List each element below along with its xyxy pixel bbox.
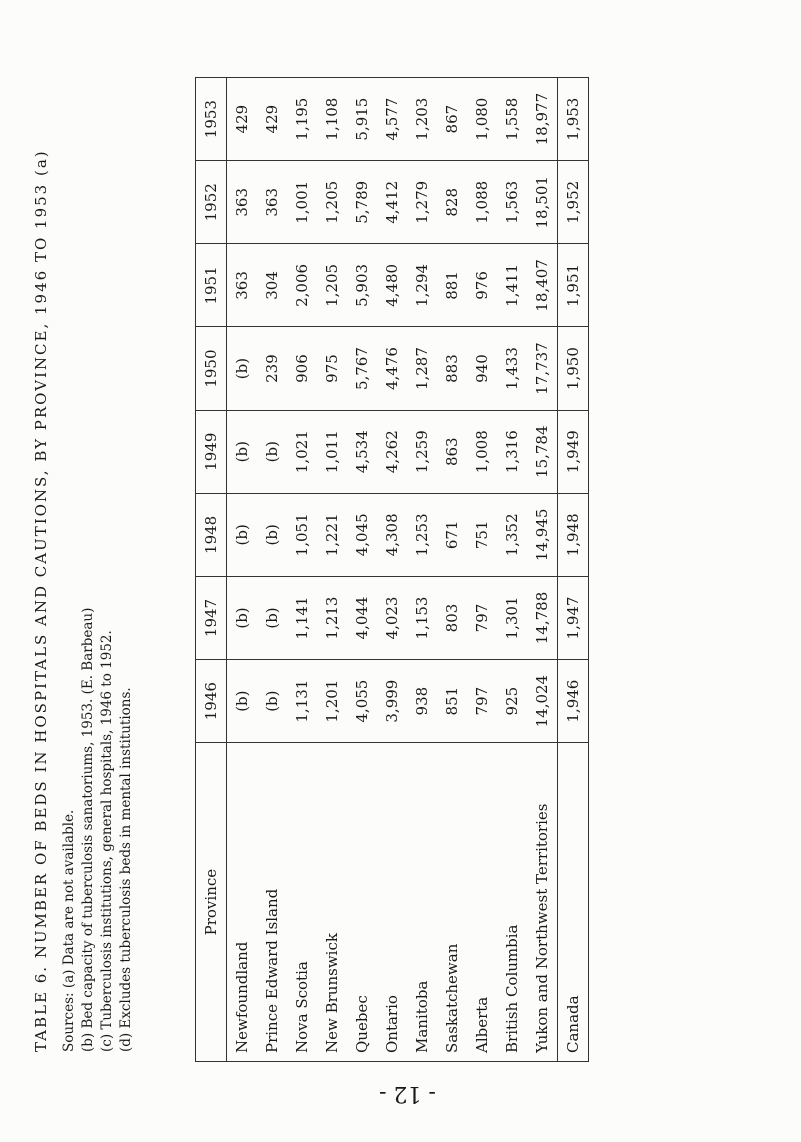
value-cell: 1,021 [287, 410, 317, 493]
value-cell: 2,006 [287, 244, 317, 327]
note-line: (b) Bed capacity of tuberculosis sanatoriums, 1953. (E. Barbeau) [80, 607, 96, 1052]
value-cell: 1,213 [317, 576, 347, 659]
value-cell: 363 [227, 161, 258, 244]
value-cell: 976 [467, 244, 497, 327]
value-cell: 881 [437, 244, 467, 327]
value-cell: 4,412 [377, 161, 407, 244]
value-cell: 863 [437, 410, 467, 493]
value-cell: 828 [437, 161, 467, 244]
value-cell: 4,045 [347, 493, 377, 576]
table-row [437, 78, 467, 1062]
province-cell: Newfoundland [227, 743, 258, 1062]
value-cell: 17,737 [527, 327, 558, 410]
value-cell: 1,279 [407, 161, 437, 244]
col-header: 1947 [196, 576, 227, 659]
value-cell: 4,476 [377, 327, 407, 410]
value-cell: 4,023 [377, 576, 407, 659]
col-header: 1948 [196, 493, 227, 576]
value-cell: 1,080 [467, 78, 497, 161]
province-cell: Yukon and Northwest Territories [527, 743, 558, 1062]
value-cell: 1,131 [287, 660, 317, 743]
table-row [257, 78, 287, 1062]
value-cell: 429 [257, 78, 287, 161]
value-cell: 4,044 [347, 576, 377, 659]
value-cell: (b) [227, 576, 258, 659]
value-cell: 4,055 [347, 660, 377, 743]
value-cell: 1,221 [317, 493, 347, 576]
value-cell: 14,024 [527, 660, 558, 743]
value-cell: 1,558 [497, 78, 527, 161]
col-header: 1946 [196, 660, 227, 743]
value-cell: 239 [257, 327, 287, 410]
value-cell: 1,563 [497, 161, 527, 244]
value-cell: 4,308 [377, 493, 407, 576]
table-row [497, 78, 527, 1062]
province-cell: Saskatchewan [437, 743, 467, 1062]
value-cell: 1,411 [497, 244, 527, 327]
value-cell: 940 [467, 327, 497, 410]
value-cell: 1,433 [497, 327, 527, 410]
province-cell: Alberta [467, 743, 497, 1062]
value-cell: 18,977 [527, 78, 558, 161]
table-row [377, 78, 407, 1062]
value-cell: 803 [437, 576, 467, 659]
value-cell: 906 [287, 327, 317, 410]
value-cell: 1,287 [407, 327, 437, 410]
value-cell: 429 [227, 78, 258, 161]
table-total-row: Canada 1,946 1,947 1,948 1,949 1,950 1,951 1,952 1,953 [558, 78, 589, 1062]
value-cell: 1,294 [407, 244, 437, 327]
value-cell: (b) [257, 493, 287, 576]
value-cell: 867 [437, 78, 467, 161]
value-cell: 14,788 [527, 576, 558, 659]
note-line: (d) Excludes tuberculosis beds in mental institutions. [118, 687, 134, 1052]
beds-table [195, 77, 589, 1062]
table-header-row [196, 78, 227, 1062]
value-cell: 1,352 [497, 493, 527, 576]
value-cell: 1,001 [287, 161, 317, 244]
value-cell: 1,203 [407, 78, 437, 161]
province-cell: Quebec [347, 743, 377, 1062]
value-cell: 4,480 [377, 244, 407, 327]
value-cell: 797 [467, 576, 497, 659]
value-cell: 5,903 [347, 244, 377, 327]
value-cell: 1,008 [467, 410, 497, 493]
col-header: Province [196, 743, 227, 1062]
table-notes [60, 92, 136, 1052]
value-cell: (b) [227, 660, 258, 743]
table-row [347, 78, 377, 1062]
value-cell: (b) [227, 493, 258, 576]
value-cell: 5,915 [347, 78, 377, 161]
col-header: 1949 [196, 410, 227, 493]
table-row [407, 78, 437, 1062]
value-cell: 797 [467, 660, 497, 743]
value-cell: 938 [407, 660, 437, 743]
table-title: TABLE 6. NUMBER OF BEDS IN HOSPITALS AND CAUTIONS, BY PROVINCE, 1946 TO 1953 (a) [32, 149, 50, 1052]
note-line: Sources: (a) Data are not available. [61, 809, 77, 1052]
value-cell: 4,534 [347, 410, 377, 493]
value-cell: 1,051 [287, 493, 317, 576]
value-cell: 1,195 [287, 78, 317, 161]
value-cell: 925 [497, 660, 527, 743]
value-cell: 5,789 [347, 161, 377, 244]
value-cell: 1,108 [317, 78, 347, 161]
province-cell: British Columbia [497, 743, 527, 1062]
value-cell: (b) [257, 576, 287, 659]
col-header: 1953 [196, 78, 227, 161]
value-cell: 1,205 [317, 161, 347, 244]
value-cell: 363 [257, 161, 287, 244]
value-cell: 15,784 [527, 410, 558, 493]
value-cell: 975 [317, 327, 347, 410]
value-cell: 751 [467, 493, 497, 576]
value-cell: 851 [437, 660, 467, 743]
value-cell: 4,262 [377, 410, 407, 493]
note-line: (c) Tuberculosis institutions, general hospitals, 1946 to 1952. [99, 630, 115, 1052]
value-cell: 1,141 [287, 576, 317, 659]
province-cell: Prince Edward Island [257, 743, 287, 1062]
value-cell: (b) [227, 327, 258, 410]
province-cell: New Brunswick [317, 743, 347, 1062]
table-row [467, 78, 497, 1062]
value-cell: 1,253 [407, 493, 437, 576]
value-cell: 18,407 [527, 244, 558, 327]
col-header: 1950 [196, 327, 227, 410]
value-cell: 3,999 [377, 660, 407, 743]
value-cell: 1,205 [317, 244, 347, 327]
value-cell: (b) [227, 410, 258, 493]
value-cell: 18,501 [527, 161, 558, 244]
value-cell: 1,259 [407, 410, 437, 493]
value-cell: 14,945 [527, 493, 558, 576]
value-cell: 363 [227, 244, 258, 327]
col-header: 1952 [196, 161, 227, 244]
value-cell: 1,011 [317, 410, 347, 493]
value-cell: 1,316 [497, 410, 527, 493]
value-cell: (b) [257, 410, 287, 493]
value-cell: 1,153 [407, 576, 437, 659]
value-cell: 671 [437, 493, 467, 576]
province-cell: Manitoba [407, 743, 437, 1062]
value-cell: 1,301 [497, 576, 527, 659]
value-cell: 1,088 [467, 161, 497, 244]
value-cell: 5,767 [347, 327, 377, 410]
table-row [287, 78, 317, 1062]
value-cell: 304 [257, 244, 287, 327]
value-cell: 1,201 [317, 660, 347, 743]
table-row [317, 78, 347, 1062]
value-cell: (b) [257, 660, 287, 743]
table-row [527, 78, 558, 1062]
page-number: - 12 - [379, 1081, 436, 1107]
province-cell: Ontario [377, 743, 407, 1062]
table-row [227, 78, 258, 1062]
province-cell: Nova Scotia [287, 743, 317, 1062]
value-cell: 883 [437, 327, 467, 410]
value-cell: 4,577 [377, 78, 407, 161]
col-header: 1951 [196, 244, 227, 327]
